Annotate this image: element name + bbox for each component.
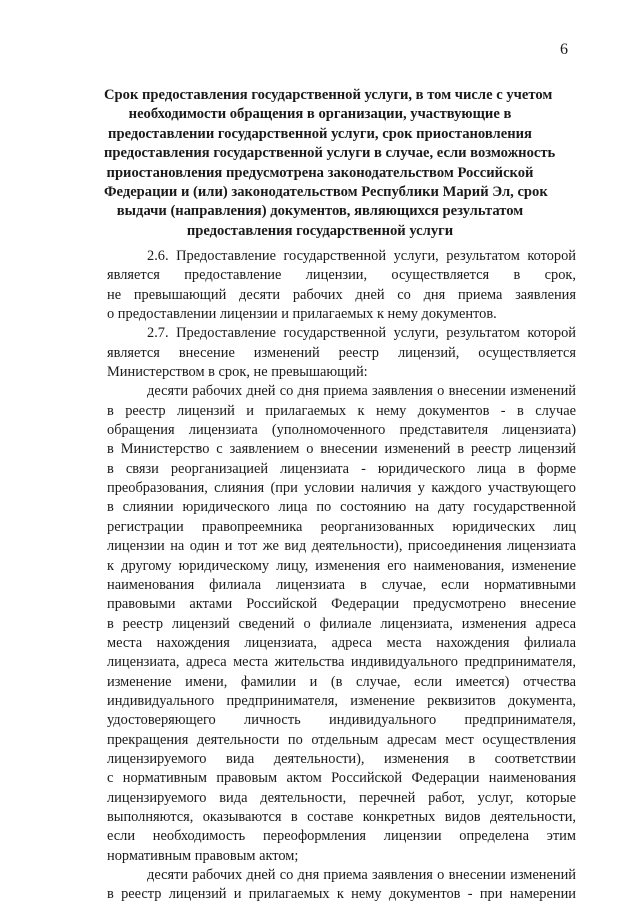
paragraph-line: преобразования, слияния (при условии наличия у каждого участвующего bbox=[107, 480, 576, 497]
heading-line: приостановления предусмотрена законодательством Российской bbox=[106, 164, 534, 181]
page-number: 6 bbox=[560, 41, 568, 58]
paragraph-line: лицензиата, адреса места жительства индивидуального предпринимателя, bbox=[107, 654, 576, 671]
section-heading bbox=[104, 86, 556, 241]
paragraph bbox=[107, 382, 576, 866]
heading-line: необходимости обращения в организации, участвующие в bbox=[128, 106, 512, 123]
paragraph-line: десяти рабочих дней со дня приема заявления о внесении изменений bbox=[147, 383, 576, 400]
paragraph-line: правовыми актами Российской Федерации предусмотрено внесение bbox=[107, 596, 576, 613]
paragraph-line: 2.7. Предоставление государственной услуги, результатом которой bbox=[147, 325, 576, 342]
paragraph-line: регистрации правопреемника реорганизованных юридических лиц bbox=[107, 518, 576, 535]
paragraph-line: в связи реорганизацией лицензиата - юридического лица в форме bbox=[107, 460, 576, 477]
paragraph-line: в Министерство с заявлением о внесении изменений в реестр лицензий bbox=[107, 441, 576, 458]
paragraph-line: Министерством в срок, не превышающий: bbox=[107, 364, 368, 381]
paragraph-line: в реестр лицензий и прилагаемых к нему документов - в случае bbox=[107, 402, 576, 419]
paragraph-line: индивидуального предпринимателя, изменение реквизитов документа, bbox=[107, 692, 576, 709]
paragraph-line: 2.6. Предоставление государственной услуги, результатом которой bbox=[147, 248, 576, 264]
heading-line: предоставления государственной услуги bbox=[186, 222, 454, 239]
paragraph-line: в реестр лицензий сведений о филиале лицензиата, изменения адреса bbox=[107, 615, 576, 632]
paragraph-line: не превышающий десяти рабочих дней со дня приема заявления bbox=[107, 286, 576, 303]
paragraph-line: является внесение изменений реестр лицензий, осуществляется bbox=[107, 344, 576, 361]
paragraph-line: к другому юридическому лицу, изменения его наименования, изменение bbox=[107, 557, 576, 574]
paragraph-line: выполняются, оказываются в составе конкретных видов деятельности, bbox=[107, 808, 576, 825]
paragraph-line: обращения лицензиата (уполномоченного представителя лицензиата) bbox=[107, 422, 576, 439]
paragraph-line: лицензии на один и тот же вид деятельности), присоединения лицензиата bbox=[107, 538, 576, 555]
paragraph-line: в слиянии юридического лица по состоянию на дату государственной bbox=[107, 499, 576, 516]
paragraph-line: если необходимость переоформления лицензии определена этим bbox=[107, 828, 576, 845]
paragraph bbox=[107, 866, 576, 905]
paragraph bbox=[107, 247, 576, 324]
document-body bbox=[107, 247, 576, 905]
heading-line: предоставления государственной услуги в случае, если возможность bbox=[104, 145, 556, 162]
paragraph-line: нормативным правовым актом; bbox=[107, 847, 299, 864]
paragraph-line: лицензируемого вида деятельности), изменения в соответствии bbox=[107, 750, 576, 767]
paragraph-line: о предоставлении лицензии и прилагаемых к нему документов. bbox=[107, 306, 497, 323]
paragraph-line: места нахождения лицензиата, адреса места нахождения филиала bbox=[107, 634, 576, 651]
heading-line: выдачи (направления) документов, являющихся результатом bbox=[116, 203, 524, 220]
paragraph-line: удостоверяющего личность индивидуального предпринимателя, bbox=[107, 712, 576, 729]
paragraph bbox=[107, 324, 576, 382]
paragraph-line: наименования филиала лицензиата в случае, если нормативными bbox=[107, 576, 576, 593]
heading-line: предоставлении государственной услуги, срок приостановления bbox=[108, 125, 532, 142]
paragraph-line: является предоставление лицензии, осуществляется в срок, bbox=[107, 267, 576, 284]
paragraph-line: лицензируемого вида деятельности, перечней работ, услуг, которые bbox=[107, 789, 576, 806]
paragraph-line: прекращения деятельности по отдельным адресам мест осуществления bbox=[107, 731, 576, 748]
heading-line: Федерации и (или) законодательством Республики Марий Эл, срок bbox=[104, 184, 548, 201]
paragraph-line: в реестр лицензий и прилагаемых к нему документов - при намерении bbox=[107, 886, 576, 903]
paragraph-line: изменение имени, фамилии и (в случае, если имеется) отчества bbox=[107, 673, 576, 690]
paragraph-line: десяти рабочих дней со дня приема заявления о внесении изменений bbox=[147, 867, 576, 883]
paragraph-line: с нормативным правовым актом Российской Федерации наименования bbox=[107, 770, 576, 787]
heading-line: Срок предоставления государственной услуги, в том числе с учетом bbox=[104, 87, 553, 103]
